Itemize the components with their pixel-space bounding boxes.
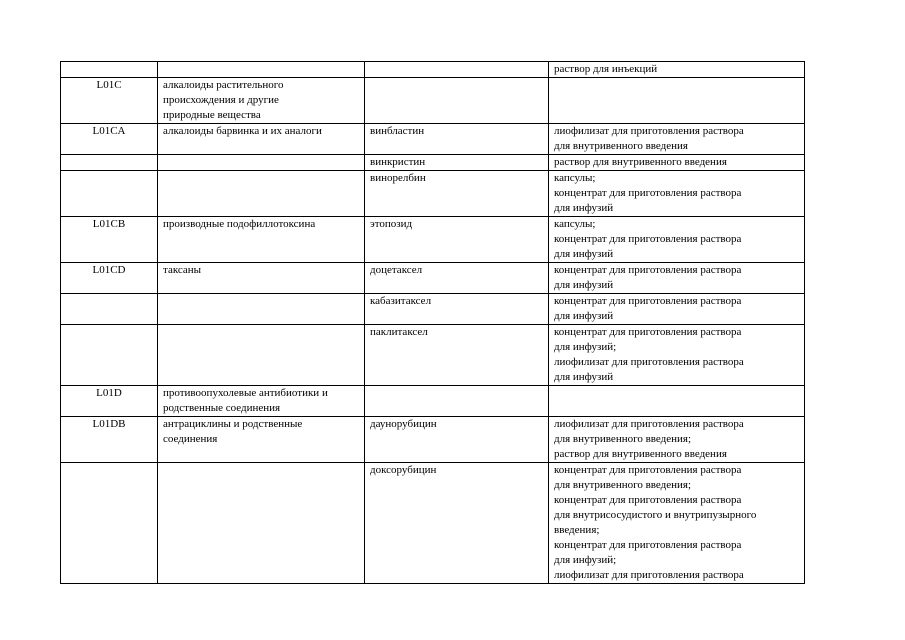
atc-code-cell	[61, 171, 158, 217]
table-row	[61, 217, 805, 263]
drug-name-cell: даунорубицин	[365, 417, 549, 463]
atc-code-cell: L01CD	[61, 263, 158, 294]
group-cell: алкалоиды растительного происхождения и другие природные вещества	[158, 78, 365, 124]
dosage-forms-cell: раствор для внутривенного введения	[549, 155, 805, 171]
dosage-forms-cell: концентрат для приготовления раствора для инфузий	[549, 263, 805, 294]
table-row	[61, 171, 805, 217]
table-row	[61, 78, 805, 124]
table-row	[61, 124, 805, 155]
drug-name-cell: доксорубицин	[365, 463, 549, 584]
drug-name-cell: винкристин	[365, 155, 549, 171]
drug-name-cell	[365, 386, 549, 417]
dosage-forms-cell: раствор для инъекций	[549, 62, 805, 78]
group-cell	[158, 155, 365, 171]
atc-code-cell: L01D	[61, 386, 158, 417]
group-cell: алкалоиды барвинка и их аналоги	[158, 124, 365, 155]
dosage-forms-cell: концентрат для приготовления раствора для инфузий	[549, 294, 805, 325]
group-cell	[158, 62, 365, 78]
dosage-forms-cell	[549, 78, 805, 124]
atc-code-cell	[61, 155, 158, 171]
table-row	[61, 62, 805, 78]
table-row	[61, 417, 805, 463]
drug-name-cell	[365, 78, 549, 124]
atc-code-cell: L01CB	[61, 217, 158, 263]
atc-code-cell: L01DB	[61, 417, 158, 463]
dosage-forms-cell	[549, 386, 805, 417]
group-cell: производные подофиллотоксина	[158, 217, 365, 263]
table-row	[61, 386, 805, 417]
drug-name-cell: доцетаксел	[365, 263, 549, 294]
atc-code-cell	[61, 325, 158, 386]
group-cell: противоопухолевые антибиотики и родственные соединения	[158, 386, 365, 417]
drug-name-cell: винорелбин	[365, 171, 549, 217]
atc-code-cell	[61, 463, 158, 584]
group-cell	[158, 325, 365, 386]
group-cell	[158, 294, 365, 325]
table-row	[61, 155, 805, 171]
atc-code-cell: L01CA	[61, 124, 158, 155]
table-row	[61, 325, 805, 386]
drug-name-cell: паклитаксел	[365, 325, 549, 386]
dosage-forms-cell: капсулы; концентрат для приготовления раствора для инфузий	[549, 217, 805, 263]
dosage-forms-cell: лиофилизат для приготовления раствора для внутривенного введения; раствор для внутривенного введения	[549, 417, 805, 463]
drug-classification-table	[60, 61, 805, 584]
table-row	[61, 263, 805, 294]
drug-name-cell	[365, 62, 549, 78]
group-cell	[158, 463, 365, 584]
atc-code-cell: L01C	[61, 78, 158, 124]
group-cell: антрациклины и родственные соединения	[158, 417, 365, 463]
group-cell	[158, 171, 365, 217]
dosage-forms-cell: концентрат для приготовления раствора для внутривенного введения; концентрат для приготовления раствора для внутрисосудистого и внутрипузырного введения; концентрат для приготовления раствора для инфузий; лиофилизат для приготовления раствора	[549, 463, 805, 584]
table-row	[61, 294, 805, 325]
dosage-forms-cell: капсулы; концентрат для приготовления раствора для инфузий	[549, 171, 805, 217]
drug-name-cell: этопозид	[365, 217, 549, 263]
group-cell: таксаны	[158, 263, 365, 294]
table-row	[61, 463, 805, 584]
drug-name-cell: винбластин	[365, 124, 549, 155]
dosage-forms-cell: концентрат для приготовления раствора для инфузий; лиофилизат для приготовления раствора для инфузий	[549, 325, 805, 386]
atc-code-cell	[61, 294, 158, 325]
atc-code-cell	[61, 62, 158, 78]
dosage-forms-cell: лиофилизат для приготовления раствора для внутривенного введения	[549, 124, 805, 155]
drug-name-cell: кабазитаксел	[365, 294, 549, 325]
